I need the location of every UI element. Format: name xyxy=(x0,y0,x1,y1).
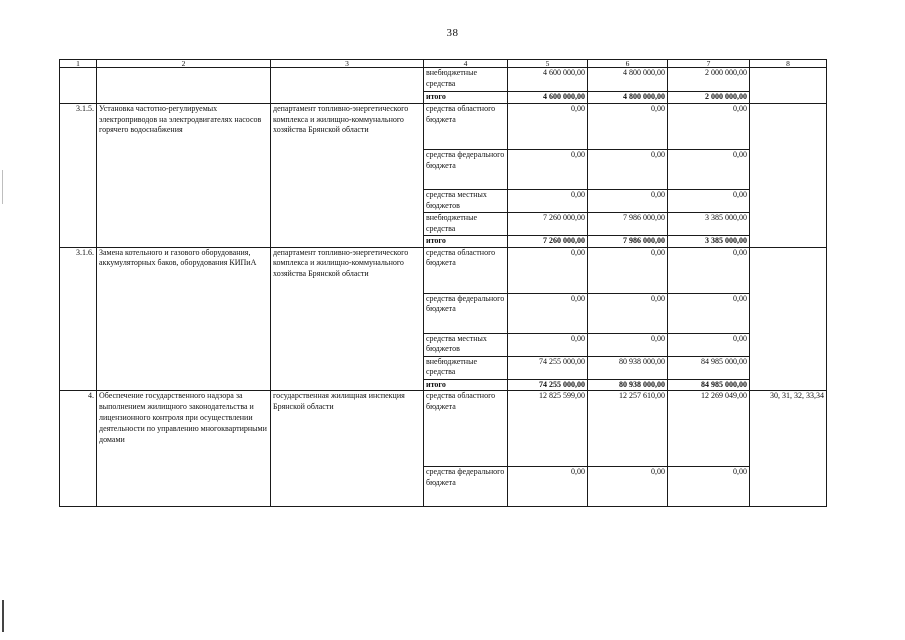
column-number: 6 xyxy=(588,60,668,68)
amount-year-1: 4 600 000,00 xyxy=(508,92,588,104)
amount-year-2: 4 800 000,00 xyxy=(588,68,668,92)
amount-year-1: 7 260 000,00 xyxy=(508,212,588,235)
amount-year-2: 0,00 xyxy=(588,189,668,212)
amount-year-1: 7 260 000,00 xyxy=(508,235,588,247)
column-number: 5 xyxy=(508,60,588,68)
amount-year-1: 0,00 xyxy=(508,149,588,189)
column-number: 4 xyxy=(424,60,508,68)
item-title: Установка частотно-регулируемых электроприводов на электродвигателях насосов горячего водоснабжения xyxy=(97,103,271,247)
amount-year-1: 0,00 xyxy=(508,333,588,356)
amount-year-1: 0,00 xyxy=(508,467,588,507)
funding-row xyxy=(60,68,827,92)
amount-year-2: 0,00 xyxy=(588,103,668,149)
column-number: 1 xyxy=(60,60,97,68)
funding-source: итого xyxy=(424,92,508,104)
target-indicators xyxy=(750,247,827,391)
amount-year-2: 7 986 000,00 xyxy=(588,212,668,235)
amount-year-2: 0,00 xyxy=(588,467,668,507)
column-number: 3 xyxy=(271,60,424,68)
amount-year-1: 0,00 xyxy=(508,189,588,212)
amount-year-2: 12 257 610,00 xyxy=(588,391,668,467)
column-number: 8 xyxy=(750,60,827,68)
item-executor: департамент топливно-энергетического комплекса и жилищно-коммунального хозяйства Брянской области xyxy=(271,103,424,247)
target-indicators xyxy=(750,103,827,247)
amount-year-3: 84 985 000,00 xyxy=(668,379,750,391)
amount-year-2: 0,00 xyxy=(588,149,668,189)
amount-year-3: 0,00 xyxy=(668,293,750,333)
amount-year-3: 3 385 000,00 xyxy=(668,212,750,235)
amount-year-2: 80 938 000,00 xyxy=(588,356,668,379)
funding-source: средства областного бюджета xyxy=(424,391,508,467)
amount-year-1: 0,00 xyxy=(508,293,588,333)
page-number: 38 xyxy=(446,27,459,39)
item-title xyxy=(97,68,271,104)
budget-table xyxy=(59,59,827,507)
column-number: 2 xyxy=(97,60,271,68)
funding-source: средства федерального бюджета xyxy=(424,149,508,189)
funding-row xyxy=(60,103,827,149)
amount-year-3: 0,00 xyxy=(668,467,750,507)
amount-year-3: 12 269 049,00 xyxy=(668,391,750,467)
item-code: 4. xyxy=(60,391,97,507)
amount-year-3: 84 985 000,00 xyxy=(668,356,750,379)
funding-source: средства федерального бюджета xyxy=(424,293,508,333)
funding-source: внебюджетные средства xyxy=(424,68,508,92)
funding-row xyxy=(60,391,827,467)
amount-year-2: 0,00 xyxy=(588,333,668,356)
amount-year-1: 74 255 000,00 xyxy=(508,379,588,391)
item-executor: департамент топливно-энергетического комплекса и жилищно-коммунального хозяйства Брянской области xyxy=(271,247,424,391)
item-title: Обеспечение государственного надзора за выполнением жилищного законодательства и лицензионного контроля при осуществлении деятельности по управлению многоквартирными домами xyxy=(97,391,271,507)
amount-year-3: 0,00 xyxy=(668,247,750,293)
amount-year-3: 0,00 xyxy=(668,103,750,149)
amount-year-1: 0,00 xyxy=(508,103,588,149)
amount-year-1: 4 600 000,00 xyxy=(508,68,588,92)
amount-year-1: 12 825 599,00 xyxy=(508,391,588,467)
amount-year-1: 74 255 000,00 xyxy=(508,356,588,379)
amount-year-2: 0,00 xyxy=(588,293,668,333)
item-executor xyxy=(271,68,424,104)
funding-source: итого xyxy=(424,235,508,247)
funding-source: средства федерального бюджета xyxy=(424,467,508,507)
amount-year-3: 0,00 xyxy=(668,149,750,189)
column-number-row xyxy=(60,60,827,68)
amount-year-1: 0,00 xyxy=(508,247,588,293)
funding-source: средства местных бюджетов xyxy=(424,333,508,356)
item-code: 3.1.6. xyxy=(60,247,97,391)
table-body xyxy=(60,60,827,507)
scan-edge-mark xyxy=(2,170,3,204)
funding-source: средства областного бюджета xyxy=(424,247,508,293)
funding-source: средства местных бюджетов xyxy=(424,189,508,212)
target-indicators xyxy=(750,68,827,104)
amount-year-3: 2 000 000,00 xyxy=(668,92,750,104)
item-code xyxy=(60,68,97,104)
amount-year-3: 2 000 000,00 xyxy=(668,68,750,92)
funding-row xyxy=(60,247,827,293)
funding-source: средства областного бюджета xyxy=(424,103,508,149)
funding-source: внебюджетные средства xyxy=(424,356,508,379)
target-indicators: 30, 31, 32, 33,34 xyxy=(750,391,827,507)
item-code: 3.1.5. xyxy=(60,103,97,247)
item-title: Замена котельного и газового оборудования, аккумуляторных баков, оборудования КИПиА xyxy=(97,247,271,391)
amount-year-2: 4 800 000,00 xyxy=(588,92,668,104)
column-number: 7 xyxy=(668,60,750,68)
amount-year-2: 80 938 000,00 xyxy=(588,379,668,391)
item-executor: государственная жилищная инспекция Брянской области xyxy=(271,391,424,507)
amount-year-3: 0,00 xyxy=(668,189,750,212)
scan-edge-mark xyxy=(2,600,4,632)
amount-year-3: 0,00 xyxy=(668,333,750,356)
funding-source: итого xyxy=(424,379,508,391)
amount-year-2: 7 986 000,00 xyxy=(588,235,668,247)
funding-source: внебюджетные средства xyxy=(424,212,508,235)
amount-year-2: 0,00 xyxy=(588,247,668,293)
amount-year-3: 3 385 000,00 xyxy=(668,235,750,247)
